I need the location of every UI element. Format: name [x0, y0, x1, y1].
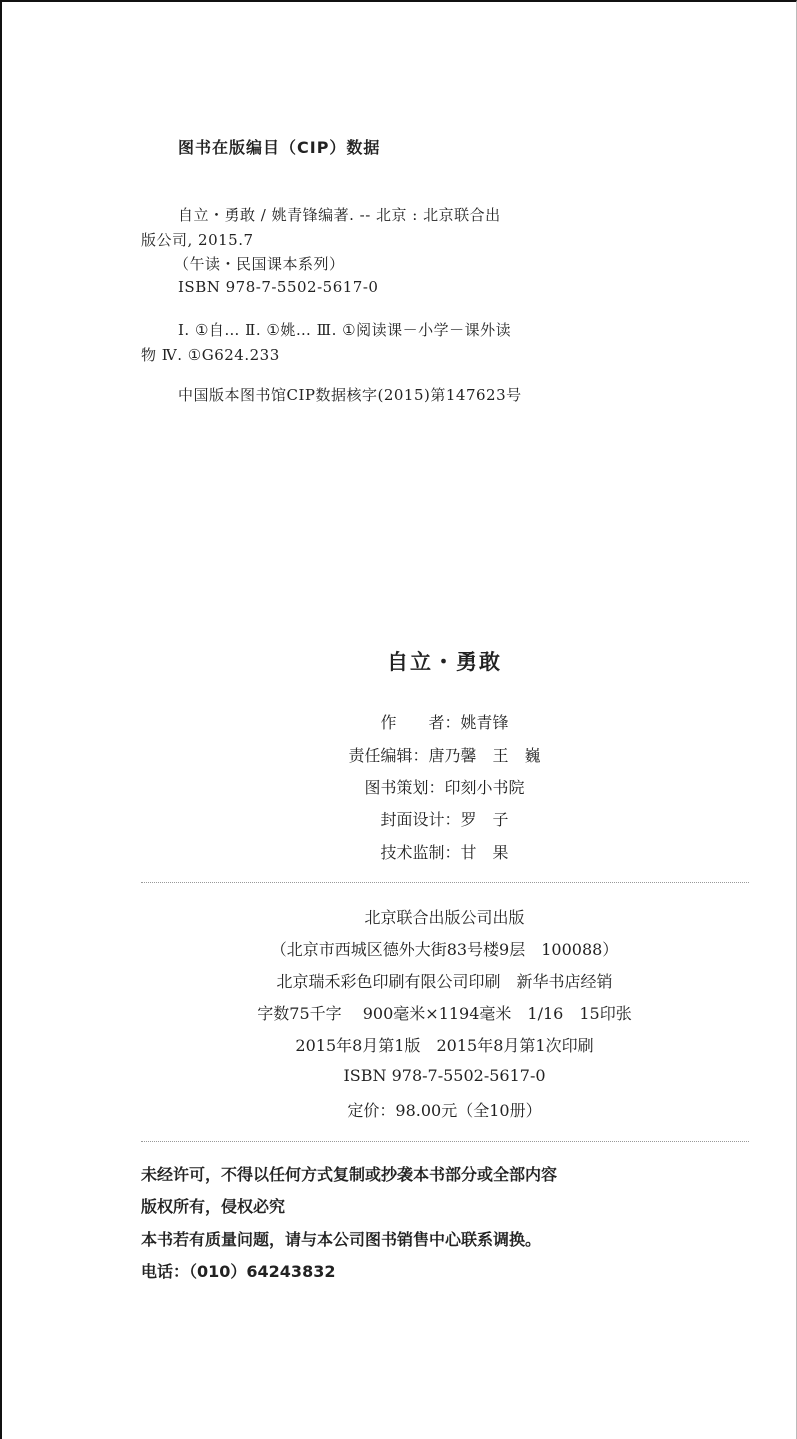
pub-price: 定价：98.00元（全10册） — [347, 1101, 542, 1120]
pub-printer: 北京瑞禾彩色印刷有限公司印刷 新华书店经销 — [276, 972, 613, 991]
cip-line-classification: Ⅰ. ①自… Ⅱ. ①姚… Ⅲ. ①阅读课－小学－课外读 — [178, 321, 512, 339]
cip-line-publisher: 版公司, 2015.7 — [141, 231, 254, 249]
notice-quality: 本书若有质量问题，请与本公司图书销售中心联系调换。 — [141, 1230, 542, 1249]
cip-header: 图书在版编目（CIP）数据 — [178, 138, 381, 157]
pub-address: （北京市西城区德外大街83号楼9层 100088） — [270, 940, 619, 959]
cip-line-title: 自立・勇敢 / 姚青锋编著. -- 北京 : 北京联合出 — [178, 206, 501, 224]
pub-publisher: 北京联合出版公司出版 — [364, 908, 525, 927]
cip-line-record-number: 中国版本图书馆CIP数据核字(2015)第147623号 — [178, 386, 522, 404]
divider-bottom — [141, 1141, 749, 1142]
pub-specs: 字数75千字 900毫米×1194毫米 1/16 15印张 — [257, 1004, 632, 1023]
notice-rights: 版权所有，侵权必究 — [141, 1197, 286, 1216]
divider-top — [141, 882, 749, 883]
book-title: 自立・勇敢 — [387, 650, 502, 674]
notice-copying: 未经许可，不得以任何方式复制或抄袭本书部分或全部内容 — [141, 1165, 558, 1184]
credit-planning: 图书策划：印刻小书院 — [364, 778, 525, 797]
credit-technical-supervision: 技术监制：甘 果 — [380, 843, 509, 862]
pub-isbn: ISBN 978-7-5502-5617-0 — [343, 1066, 546, 1085]
credit-editors: 责任编辑：唐乃馨 王 巍 — [348, 746, 541, 765]
pub-edition: 2015年8月第1版 2015年8月第1次印刷 — [295, 1036, 594, 1055]
cip-line-classification-cont: 物 Ⅳ. ①G624.233 — [141, 346, 280, 364]
notice-phone: 电话：（010）64243832 — [141, 1262, 336, 1281]
credit-author: 作 者：姚青锋 — [380, 713, 509, 732]
cip-line-isbn: ISBN 978-7-5502-5617-0 — [178, 278, 379, 296]
credit-cover-design: 封面设计：罗 子 — [380, 810, 509, 829]
cip-line-series: （午读・民国课本系列） — [174, 255, 345, 273]
